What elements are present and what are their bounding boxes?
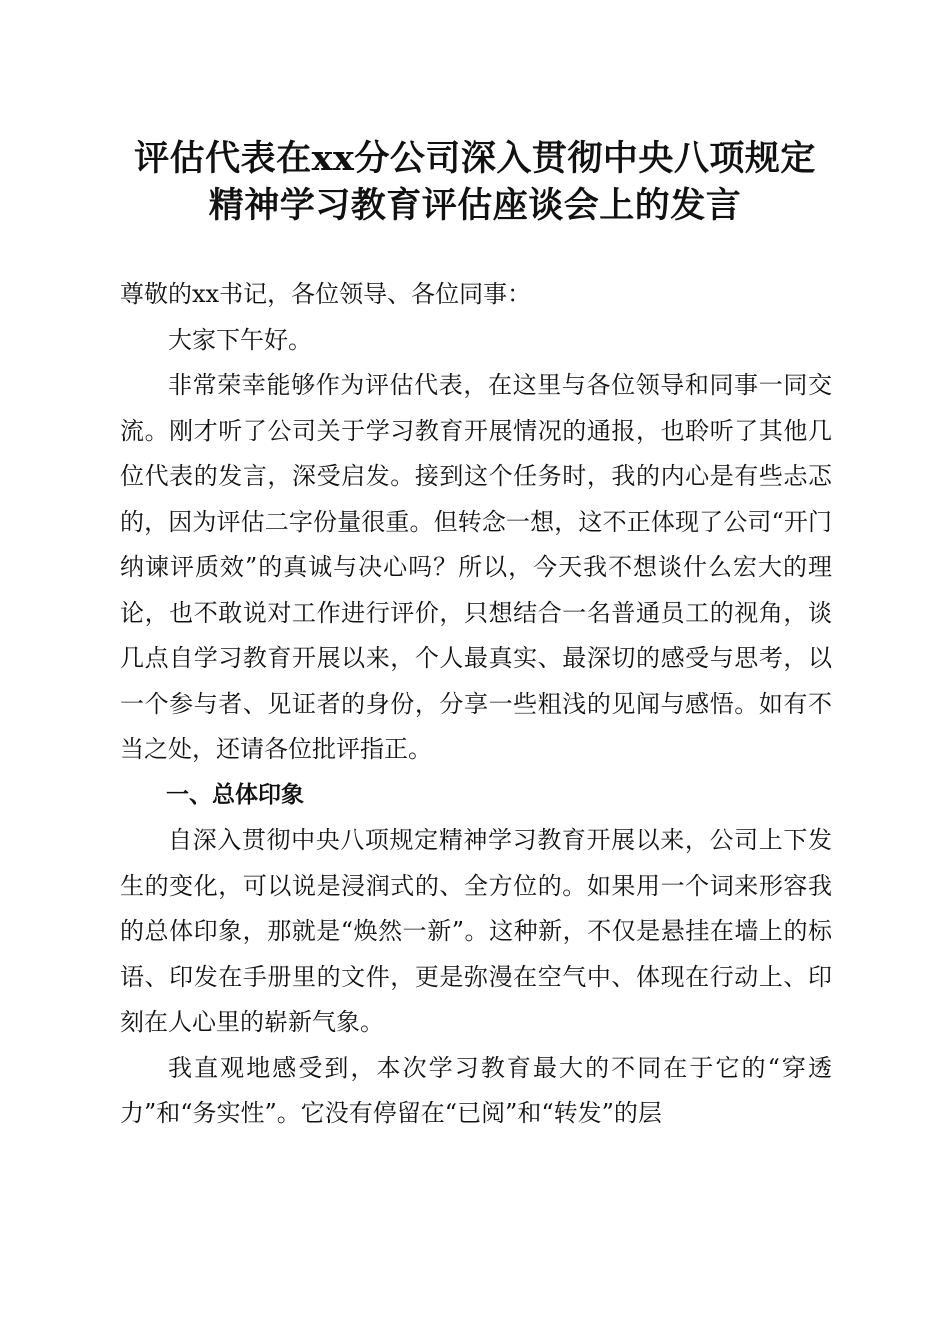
document-body [120, 272, 832, 1137]
salutation: 大家下午好。 [168, 325, 312, 354]
section-heading-overall-impression: 一、总体印象 [166, 781, 304, 808]
document-title-line-2: 精神学习教育评估座谈会上的发言 [208, 185, 742, 226]
section-1-paragraph-1: 自深入贯彻中央八项规定精神学习教育开展以来，公司上下发生的变化，可以说是浸润式的、全方位的。如果用一个词来形容我的总体印象，那就是“焕然一新”。这种新，不仅是悬挂在墙上的标语、印发在手册里的文件，更是弥漫在空气中、体现在行动上、印刻在人心里的崭新气象。 [120, 826, 832, 1036]
greeting: 尊敬的xx书记，各位领导、各位同事： [120, 280, 532, 308]
section-1-paragraph-2: 我直观地感受到，本次学习教育最大的不同在于它的“穿透力”和“务实性”。它没有停留在“已阅”和“转发”的层 [120, 1053, 832, 1127]
paragraph-intro: 非常荣幸能够作为评估代表，在这里与各位领导和同事一同交流。刚才听了公司关于学习教育开展情况的通报，也聆听了其他几位代表的发言，深受启发。接到这个任务时，我的内心是有些忐忑的，因为评估二字份量很重。但转念一想，这不正体现了公司“开门纳谏评质效”的真诚与决心吗？所以，今天我不想谈什么宏大的理论，也不敢说对工作进行评价，只想结合一名普通员工的视角，谈几点自学习教育开展以来，个人最真实、最深切的感受与思考，以一个参与者、见证者的身份，分享一些粗浅的见闻与感悟。如有不当之处，还请各位批评指正。 [120, 371, 832, 763]
document-title-line-1: 评估代表在xx分公司深入贯彻中央八项规定 [134, 138, 816, 179]
